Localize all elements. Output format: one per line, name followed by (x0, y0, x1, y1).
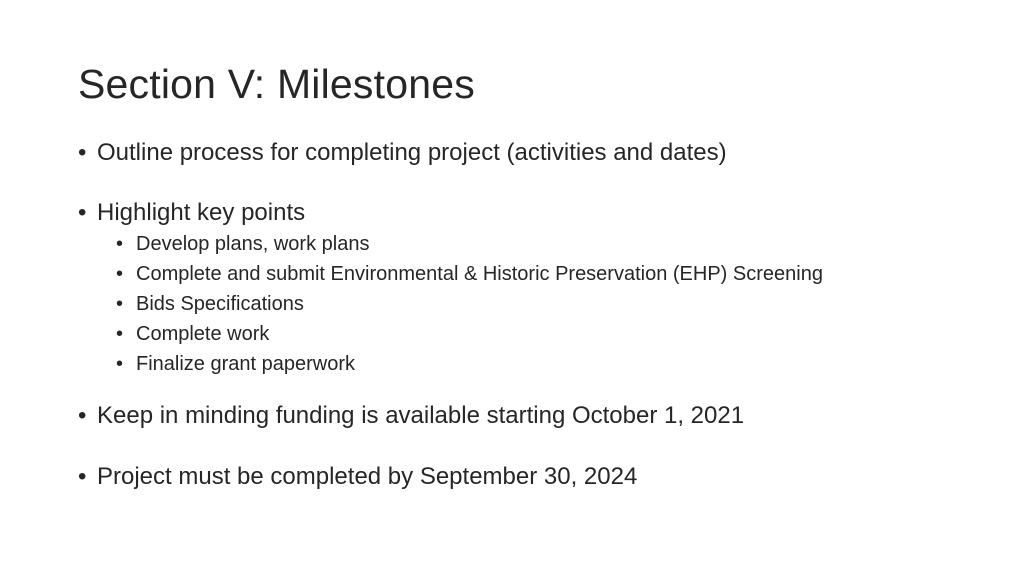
bullet-text: Outline process for completing project (activities and dates) (97, 139, 727, 166)
bullet-dot: • (116, 293, 124, 315)
bullet-item (78, 138, 727, 168)
sub-bullet-item (116, 231, 369, 257)
sub-bullet-text: Complete work (136, 323, 270, 345)
bullet-text: Project must be completed by September 30, 2024 (97, 463, 638, 490)
bullet-dot: • (78, 139, 87, 166)
bullet-text: Keep in minding funding is available starting October 1, 2021 (97, 402, 745, 429)
bullet-item (78, 198, 305, 228)
sub-bullet-item (116, 291, 304, 317)
slide-title: Section V: Milestones (78, 61, 475, 107)
bullet-text: Highlight key points (97, 199, 306, 226)
bullet-dot: • (116, 263, 124, 285)
bullet-dot: • (78, 402, 87, 429)
bullet-dot: • (78, 199, 87, 226)
bullet-item (78, 462, 637, 492)
sub-bullet-text: Complete and submit Environmental & Historic Preservation (EHP) Screening (136, 263, 823, 285)
sub-bullet-item (116, 321, 269, 347)
bullet-dot: • (116, 353, 124, 375)
sub-bullet-item (116, 351, 355, 377)
bullet-dot: • (78, 463, 87, 490)
bullet-dot: • (116, 233, 124, 255)
sub-bullet-text: Develop plans, work plans (136, 233, 370, 255)
sub-bullet-item (116, 261, 823, 287)
sub-bullet-text: Finalize grant paperwork (136, 353, 355, 375)
sub-bullet-text: Bids Specifications (136, 293, 304, 315)
bullet-dot: • (116, 323, 124, 345)
bullet-item (78, 401, 744, 431)
